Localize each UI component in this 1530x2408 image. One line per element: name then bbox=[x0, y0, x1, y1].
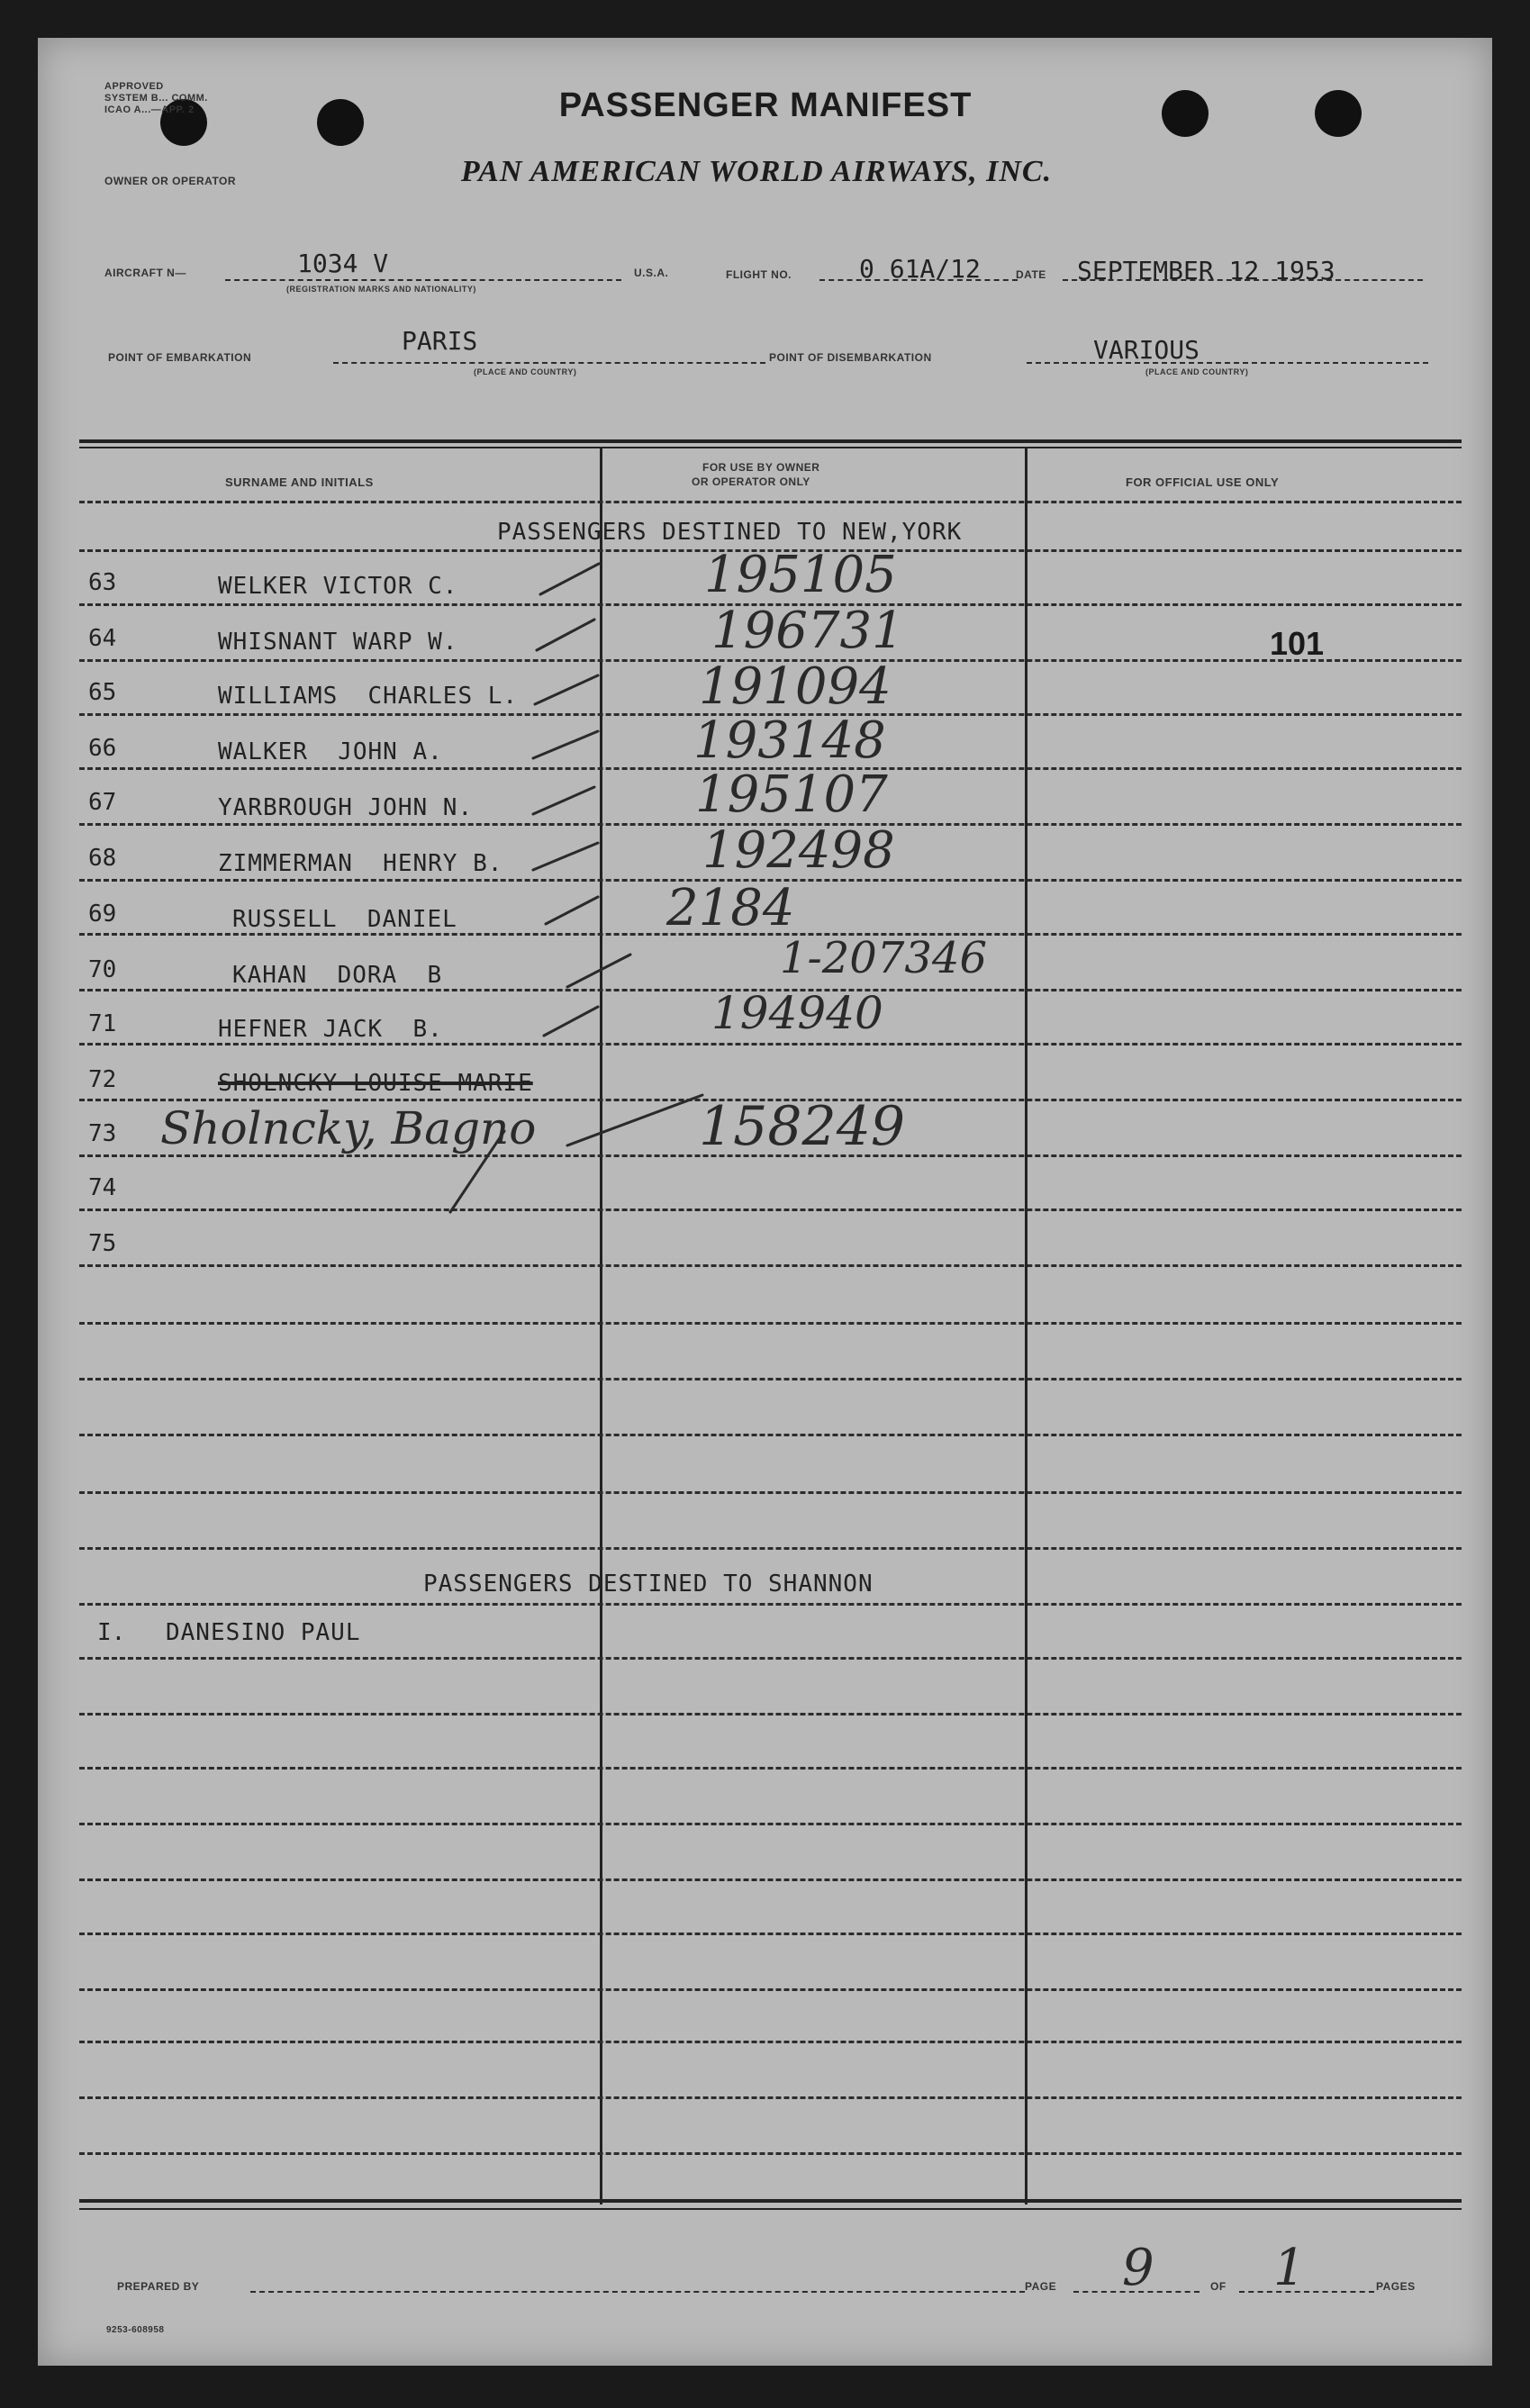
passenger-name: WELKER VICTOR C. bbox=[218, 573, 458, 600]
passenger-name: DANESINO PAUL bbox=[166, 1619, 361, 1646]
form-number: 9253-608958 bbox=[106, 2325, 165, 2335]
aircraft-value: 1034 V bbox=[297, 249, 389, 278]
row-number: 63 bbox=[88, 569, 117, 596]
embarkation-caption: (PLACE AND COUNTRY) bbox=[474, 367, 577, 376]
prepared-by-label: PREPARED BY bbox=[117, 2280, 200, 2293]
country-label: U.S.A. bbox=[634, 267, 669, 279]
row-number: 73 bbox=[88, 1120, 117, 1147]
passenger-name: YARBROUGH JOHN N. bbox=[218, 794, 474, 821]
ticket-number: 2184 bbox=[666, 879, 795, 937]
row-number: 66 bbox=[88, 735, 117, 762]
row-number: 64 bbox=[88, 625, 117, 652]
ticket-number: 1-207346 bbox=[780, 933, 987, 983]
pages-label: PAGES bbox=[1376, 2280, 1416, 2293]
approval-line: ICAO A...—APP. 2 bbox=[104, 104, 195, 115]
row-number: 70 bbox=[88, 956, 117, 983]
passenger-name-struck: SHOLNCKY LOUISE MARIE bbox=[218, 1070, 533, 1097]
check-mark bbox=[535, 675, 598, 704]
check-mark bbox=[540, 564, 599, 594]
passenger-name: WILLIAMS CHARLES L. bbox=[218, 683, 519, 710]
check-mark bbox=[533, 731, 598, 758]
flight-value: 0 61A/12 bbox=[859, 254, 981, 284]
disembarkation-caption: (PLACE AND COUNTRY) bbox=[1145, 367, 1249, 376]
passenger-name-handwritten: Sholncky, Bagno bbox=[160, 1102, 537, 1154]
column-header-surname: SURNAME AND INITIALS bbox=[225, 475, 374, 489]
ticket-number: 195105 bbox=[704, 546, 897, 604]
ticket-number: 192498 bbox=[702, 821, 895, 880]
aircraft-label: AIRCRAFT N— bbox=[104, 267, 186, 279]
passenger-name: KAHAN DORA B bbox=[232, 962, 443, 989]
disembarkation-value: VARIOUS bbox=[1093, 335, 1200, 365]
passenger-name: WALKER JOHN A. bbox=[218, 738, 443, 765]
operator-name: PAN AMERICAN WORLD AIRWAYS, INC. bbox=[460, 155, 1053, 188]
embarkation-label: POINT OF EMBARKATION bbox=[108, 351, 252, 364]
ticket-number: 193148 bbox=[693, 711, 886, 770]
date-label: DATE bbox=[1016, 268, 1046, 281]
flight-label: FLIGHT NO. bbox=[726, 268, 792, 281]
embarkation-value: PARIS bbox=[402, 326, 478, 356]
check-mark bbox=[567, 1095, 702, 1145]
row-number: 75 bbox=[88, 1230, 117, 1257]
passenger-name: ZIMMERMAN HENRY B. bbox=[218, 850, 503, 877]
section-heading-shannon: PASSENGERS DESTINED TO SHANNON bbox=[423, 1571, 874, 1598]
ticket-number: 195107 bbox=[695, 765, 888, 824]
official-note: 101 bbox=[1270, 625, 1325, 662]
ticket-number: 158249 bbox=[699, 1095, 906, 1158]
row-number: 74 bbox=[88, 1174, 117, 1201]
page-title: PASSENGER MANIFEST bbox=[558, 86, 973, 124]
column-header-owner-line1: FOR USE BY OWNER bbox=[702, 461, 820, 474]
check-mark bbox=[546, 897, 598, 924]
passenger-name: HEFNER JACK B. bbox=[218, 1016, 443, 1043]
row-number: I. bbox=[97, 1619, 126, 1646]
check-mark bbox=[533, 787, 594, 814]
check-mark bbox=[544, 1007, 598, 1036]
row-number: 68 bbox=[88, 845, 117, 872]
approval-line: SYSTEM B... COMM. bbox=[104, 93, 208, 104]
row-number: 67 bbox=[88, 789, 117, 816]
page-label: PAGE bbox=[1025, 2280, 1057, 2293]
check-mark bbox=[537, 620, 594, 650]
passenger-name: RUSSELL DANIEL bbox=[232, 906, 457, 933]
page-number: 9 bbox=[1122, 2239, 1154, 2297]
row-number: 71 bbox=[88, 1010, 117, 1037]
ticket-number: 191094 bbox=[699, 657, 892, 716]
disembarkation-label: POINT OF DISEMBARKATION bbox=[769, 351, 932, 364]
column-header-official: FOR OFFICIAL USE ONLY bbox=[1126, 475, 1280, 489]
check-mark bbox=[450, 1131, 504, 1212]
of-label: OF bbox=[1210, 2280, 1227, 2293]
row-number: 72 bbox=[88, 1066, 117, 1093]
total-pages: 1 bbox=[1273, 2239, 1306, 2297]
check-mark bbox=[567, 955, 630, 987]
passenger-name: WHISNANT WARP W. bbox=[218, 629, 458, 656]
date-value: SEPTEMBER 12 1953 bbox=[1077, 256, 1335, 285]
ticket-number: 196731 bbox=[711, 602, 904, 660]
section-heading-new-york: PASSENGERS DESTINED TO NEW,YORK bbox=[497, 519, 963, 546]
row-number: 69 bbox=[88, 901, 117, 928]
ticket-number: 194940 bbox=[711, 987, 883, 1039]
aircraft-caption: (REGISTRATION MARKS AND NATIONALITY) bbox=[286, 285, 476, 294]
owner-label: OWNER OR OPERATOR bbox=[104, 175, 237, 187]
column-header-owner-line2: OR OPERATOR ONLY bbox=[692, 475, 810, 488]
row-number: 65 bbox=[88, 679, 117, 706]
check-mark bbox=[533, 843, 598, 870]
approval-line: APPROVED bbox=[104, 81, 164, 92]
